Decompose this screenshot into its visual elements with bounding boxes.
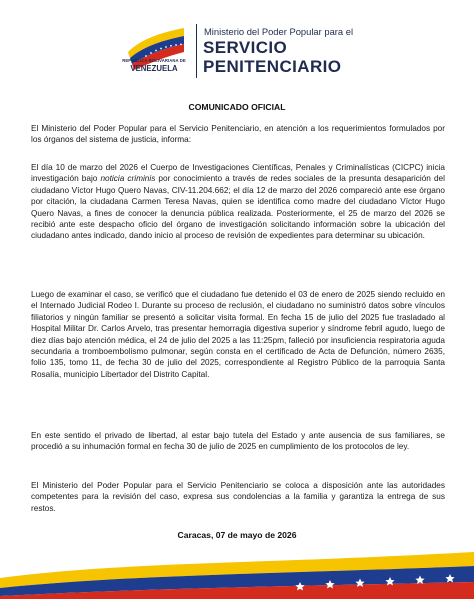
republic-label: REPÚBLICA BOLIVARIANA DE: [122, 58, 186, 63]
document-title: COMUNICADO OFICIAL: [188, 102, 286, 112]
header-divider: [196, 24, 197, 78]
paragraph-investigation-part1: El día 10 de marzo del 2026 el Cuerpo de Investigaciones Científicas, Penales y Criminalísticas (CICPC) inicia investigación bajo: [31, 163, 445, 184]
paragraph-investigation: [31, 162, 445, 242]
country-label: VENEZUELA: [130, 64, 178, 73]
noticia-criminis-text: noticia criminis: [100, 174, 156, 184]
org-name-line2: PENITENCIARIO: [203, 57, 342, 76]
paragraph-investigation-part2: por conocimiento a través de redes sociales de la presunta desaparición del ciudadano Víctor Hugo Quero Navas, CIV-11.204.662; el día 12 de marzo del 2026 compareció ante ese órgano por citación, la ciudadana Carmen Teresa Navas, quien se identifica como madre del ciudadano Víctor Hugo Quero Navas, a fines de conocer la denuncia pública realizada. Posteriormente, el 25 de marzo del 2026 se recibió ante este despacho oficio del órgano de investigación solicitando información sobre la ubicación del ciudadano antes indicado, dando inicio al proceso de revisión de expedientes para determinar su ubicación.: [31, 174, 445, 241]
paragraph-burial: En este sentido el privado de libertad, al estar bajo tutela del Estado y ante ausencia de sus familiares, se procedió a su inhumación formal en fecha 30 de julio de 2025 en cumplimiento de los protocolos de ley.: [31, 431, 445, 452]
paragraph-findings: Luego de examinar el caso, se verificó que el ciudadano fue detenido el 03 de enero de 2025 siendo recluido en el Internado Judicial Rodeo I. Durante su proceso de reclusión, el ciudadano no suministró datos sobre vínculos filiatorios y ningún familiar se presentó a solicitar visita formal. En fecha 15 de julio del 2025 fue trasladado al Hospital Militar Dr. Carlos Arvelo, tras presentar hemorragia digestiva superior y síndrome febril agudo, luego de diez días bajo atención médica, el 24 de julio del 2025 a las 11:25pm, falleció por insuficiencia respiratoria aguda secundaria a tromboembolismo pulmonar, según consta en el certificado de Acta de Defunción, número 2635, folio 135, tomo 11, de fecha 30 de julio del 2025, correspondiente al Registro Público de la parroquia Santa Rosalía, municipio Libertador del Distrito Capital.: [31, 290, 445, 379]
ministry-line: Ministerio del Poder Popular para el: [204, 26, 354, 37]
place-and-date: Caracas, 07 de mayo de 2026: [177, 530, 297, 540]
paragraph-intro: El Ministerio del Poder Popular para el Servicio Penitenciario, en atención a los requerimientos formulados por los órganos del sistema de justicia, informa:: [31, 124, 445, 145]
paragraph-disposition: El Ministerio del Poder Popular para el Servicio Penitenciario se coloca a disposición ante las autoridades competentes para la revisión del caso, expresa sus condolencias a la familia y garantiza la entrega de sus restos.: [31, 481, 445, 513]
footer-flag-wave-icon: [0, 544, 474, 599]
letterhead: [0, 0, 474, 92]
org-name-line1: SERVICIO: [203, 38, 288, 57]
